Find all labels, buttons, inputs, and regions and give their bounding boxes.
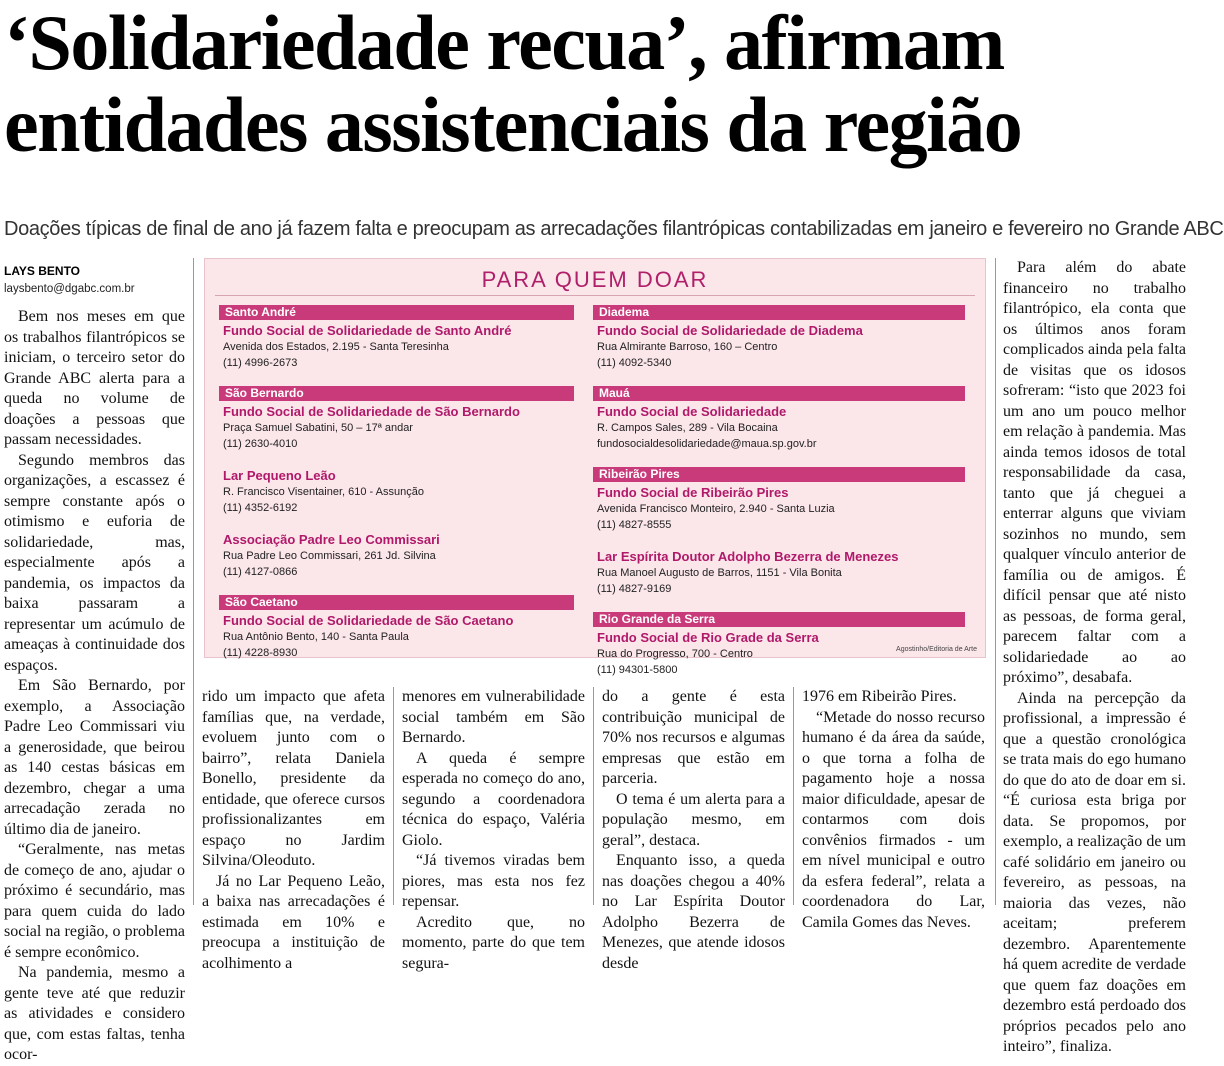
paragraph: rido um impacto que afeta famílias que, na verdade, evoluem junto com o bairro”, relata Daniela Bonello, presidente da entidade, que oferece cursos profissionalizantes em espaço no Jardim Silvina/Oleoduto. — [202, 688, 385, 869]
entity-address: Rua do Progresso, 700 - Centro — [597, 648, 753, 660]
region-header: Santo André — [219, 305, 574, 320]
entity-entry — [219, 612, 574, 661]
article-column-1 — [4, 307, 185, 1063]
article-column-5 — [802, 687, 985, 931]
box-title: PARA QUEM DOAR — [481, 267, 709, 292]
subhead: Doações típicas de final de ano já fazem falta e preocupam as arrecadações filantrópicas contabilizadas em janeiro e fevereiro no Grande ABC — [4, 218, 1224, 240]
entity-contact: (11) 4352-6192 — [223, 502, 298, 514]
entity-contact: (11) 2630-4010 — [223, 438, 298, 450]
divider — [215, 295, 975, 296]
column-divider — [995, 258, 996, 905]
column-divider — [393, 687, 394, 905]
art-credit: Agostinho/Editoria de Arte — [896, 646, 977, 653]
entity-entry — [219, 467, 574, 516]
entity-name: Fundo Social de Solidariedade de Santo André — [223, 323, 512, 338]
entity-address: Avenida Francisco Monteiro, 2.940 - Santa Luzia — [597, 503, 835, 515]
entity-contact: (11) 4827-9169 — [597, 583, 672, 595]
entity-contact: (11) 4827-8555 — [597, 519, 672, 531]
entity-name: Fundo Social de Solidariedade — [597, 404, 787, 419]
article-column-4 — [602, 687, 785, 972]
column-divider — [593, 687, 594, 905]
entity-contact: (11) 4996-2673 — [223, 357, 298, 369]
entity-entry — [593, 484, 948, 533]
entity-name: Lar Espírita Doutor Adolpho Bezerra de Menezes — [597, 549, 899, 564]
entity-address: R. Campos Sales, 289 - Vila Bocaina — [597, 422, 778, 434]
entity-entry — [593, 322, 948, 371]
headline: ‘Solidariedade recua’, afirmam entidades assistenciais da região — [4, 0, 1022, 168]
entity-name: Lar Pequeno Leão — [223, 468, 336, 483]
entity-address: Praça Samuel Sabatini, 50 – 17ª andar — [223, 422, 413, 434]
column-divider — [193, 258, 194, 905]
region-header: São Bernardo — [219, 386, 574, 401]
paragraph: Acredito que, no momento, parte do que tem segura- — [402, 913, 585, 972]
paragraph: menores em vulnerabilidade social também em São Bernardo. — [402, 688, 585, 746]
paragraph: “Metade do nosso recurso humano é da área da saúde, o que torna a folha de pagamento hoje a nossa maior dificuldade, apesar de contarmos com dois convênios firmados - um em nível municipal e outro da esfera federal”, relata a coordenadora do Lar, Camila Gomes das Neves. — [802, 708, 985, 931]
entity-entry — [219, 531, 574, 580]
byline-author: LAYS BENTO — [4, 264, 81, 278]
box-left-column — [219, 305, 574, 676]
column-divider — [793, 687, 794, 905]
region-header: Ribeirão Pires — [593, 467, 965, 482]
region-header: Diadema — [593, 305, 965, 320]
paragraph: Segundo membros das organizações, a escassez é sempre constante após o otimismo e euforia de solidariedade, mas, especialmente após a pandemia, os impactos da baixa passaram a representar um acúmulo de ameaças à continuidade dos espaços. — [4, 451, 185, 674]
entity-entry — [219, 403, 574, 452]
paragraph: Bem nos meses em que os trabalhos filantrópicos se iniciam, o terceiro setor do Grande ABC alerta para a queda no volume de doações a pessoas que passam necessidades. — [4, 308, 185, 448]
paragraph: Em São Bernardo, por exemplo, a Associação Padre Leo Commissari viu a generosidade, que beirou as 140 cestas básicas em dezembro, chegar a uma arrecadação zerada no último dia de janeiro. — [4, 677, 185, 838]
entity-contact: (11) 4228-8930 — [223, 647, 298, 659]
article-column-2 — [202, 687, 385, 972]
article-column-3 — [402, 687, 585, 972]
paragraph: A queda é sempre esperada no começo do ano, segundo a coordenadora técnica do espaço, Valéria Giolo. — [402, 749, 585, 849]
region-header: Rio Grande da Serra — [593, 612, 965, 627]
entity-contact: fundosocialdesolidariedade@maua.sp.gov.br — [597, 438, 817, 450]
entity-name: Fundo Social de Solidariedade de Diadema — [597, 323, 863, 338]
region-header: Mauá — [593, 386, 965, 401]
paragraph: Ainda na percepção da profissional, a impressão é que a questão cronológica se trata mais do ego humano do que do ato de doar em si. “É curiosa esta briga por data. Se propomos, por exemplo, a realização de um café solidário em janeiro ou fevereiro, as pessoas, na maioria das vezes, não aceitam; preferem dezembro. Aparentemente há quem acredite de verdade que quem faz doações em dezembro está perdoado dos próprios pecados pelo ano inteiro”, finaliza. — [1003, 689, 1187, 1055]
entity-contact: (11) 4092-5340 — [597, 357, 672, 369]
paragraph: Na pandemia, mesmo a gente teve até que reduzir as atividades e considero que, com estas faltas, tenha ocor- — [4, 964, 185, 1063]
article-column-6 — [1003, 258, 1187, 1055]
paragraph: Para além do abate financeiro no trabalho filantrópico, ela conta que os últimos anos foram complicados ainda pela falta de visitas que os idosos sofreram: “isto que 2023 foi um ano um pouco melhor em relação à pandemia. Mas ainda temos idosos de total responsabilidade da casa, tanto que já cheguei a enterrar alguns que viviam sozinhos no mundo, sem qualquer vínculo anterior de família ou de amigos. É difícil pensar que até nisto as pessoas, de forma geral, parecem faltar com a solidariedade ao ao próximo”, desabafa. — [1003, 259, 1186, 686]
entity-address: Rua Almirante Barroso, 160 – Centro — [597, 341, 778, 353]
paragraph: “Geralmente, nas metas de começo de ano, ajudar o próximo é secundário, mas para quem cuida do lado social na região, o problema é sempre econômico. — [4, 841, 185, 961]
byline-email[interactable]: laysbento@dgabc.com.br — [4, 283, 135, 295]
entity-name: Associação Padre Leo Commissari — [223, 532, 440, 547]
region-header: São Caetano — [219, 595, 574, 610]
donation-info-box — [204, 258, 986, 676]
entity-contact: (11) 4127-0866 — [223, 566, 298, 578]
entity-address: R. Francisco Visentainer, 610 - Assunção — [223, 486, 424, 498]
entity-contact: (11) 94301-5800 — [597, 664, 678, 676]
entity-entry — [593, 629, 948, 678]
paragraph: O tema é um alerta para a população mesmo, em geral”, destaca. — [602, 790, 785, 849]
paragraph: do a gente é esta contribuição municipal de 70% nos recursos e algumas empresas que estão em parceria. — [602, 688, 785, 787]
entity-name: Fundo Social de Solidariedade de São Caetano — [223, 613, 514, 628]
entity-name: Fundo Social de Rio Grade da Serra — [597, 630, 819, 645]
paragraph: “Já tivemos viradas bem piores, mas esta nos fez repensar. — [402, 852, 585, 910]
paragraph: 1976 em Ribeirão Pires. — [802, 688, 957, 705]
entity-name: Fundo Social de Solidariedade de São Bernardo — [223, 404, 520, 419]
entity-address: Rua Padre Leo Commissari, 261 Jd. Silvina — [223, 550, 436, 562]
entity-entry — [593, 403, 948, 452]
paragraph: Já no Lar Pequeno Leão, a baixa nas arrecadações é estimada em 10% e preocupa a instituição de acolhimento a — [202, 872, 385, 972]
entity-entry — [593, 548, 948, 597]
entity-name: Fundo Social de Ribeirão Pires — [597, 485, 789, 500]
box-right-column — [593, 305, 948, 693]
entity-address: Rua Manoel Augusto de Barros, 1151 - Vila Bonita — [597, 567, 842, 579]
entity-address: Avenida dos Estados, 2.195 - Santa Teresinha — [223, 341, 449, 353]
paragraph: Enquanto isso, a queda nas doações chegou a 40% no Lar Espírita Doutor Adolpho Bezerra de Menezes, que atende idosos desde — [602, 852, 785, 972]
entity-address: Rua Antônio Bento, 140 - Santa Paula — [223, 631, 409, 643]
entity-entry — [219, 322, 574, 371]
